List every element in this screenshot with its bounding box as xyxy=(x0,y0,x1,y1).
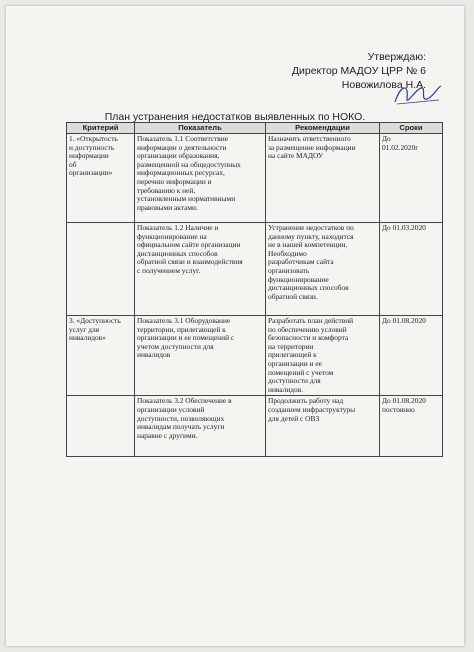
document-title: План устранения недостатков выявленных по НОКО. xyxy=(104,111,366,123)
cell-criterion: 1. «Открытость и доступность информации об организации» xyxy=(67,134,135,223)
cell-deadline: До 01.02.2020г xyxy=(380,134,443,223)
document-page xyxy=(6,6,464,646)
cell-indicator: Показатель 3.1 Оборудование территории, прилегающей к организации и ее помещений с учетом доступности для инвалидов xyxy=(135,316,266,396)
handwritten-signature xyxy=(391,80,443,110)
cell-deadline: До 01.03.2020 xyxy=(380,223,443,316)
cell-recommendation: Продолжить работу над созданием инфраструктуры для детей с ОВЗ xyxy=(266,396,380,457)
header-indicator: Показатель xyxy=(135,123,266,134)
cell-recommendation: Назначить ответственного за размещение информации на сайте МАДОУ xyxy=(266,134,380,223)
cell-recommendation: Устранение недостатков по данному пункту, находится не в нашей компетенции. Необходимо разработчикам сайта организовать функционирование дистанционных способов обратной связи. xyxy=(266,223,380,316)
cell-indicator: Показатель 1.1 Соответствие информации о деятельности организации образования, размещенной на общедоступных информационных ресурсах, перечню информации и требованию к ней, установленным нормативными правовыми актами. xyxy=(135,134,266,223)
cell-deadline: До 01.08.2020 постоянно xyxy=(380,396,443,457)
table-row xyxy=(67,316,443,396)
cell-indicator: Показатель 1.2 Наличие и функционирование на официальном сайте организации дистанционных способов обратной связи и взаимодействия с получением услуг. xyxy=(135,223,266,316)
table-header-row xyxy=(67,123,443,134)
header-deadline: Сроки xyxy=(380,123,443,134)
table-row xyxy=(67,223,443,316)
approval-position: Директор МАДОУ ЦРР № 6 xyxy=(291,65,426,77)
table-row xyxy=(67,134,443,223)
cell-criterion xyxy=(67,223,135,316)
plan-table xyxy=(66,122,443,457)
cell-indicator: Показатель 3.2 Обеспечение в организации условий доступности, позволяющих инвалидам получать услуги наравне с другими. xyxy=(135,396,266,457)
table-row xyxy=(67,396,443,457)
approval-heading: Утверждаю: xyxy=(367,51,426,63)
header-criterion: Критерий xyxy=(67,123,135,134)
cell-criterion xyxy=(67,396,135,457)
cell-deadline: До 01.08.2020 xyxy=(380,316,443,396)
cell-criterion: 3. «Доступность услуг для инвалидов» xyxy=(67,316,135,396)
header-recommendation: Рекомендации xyxy=(266,123,380,134)
approval-name: Новожилова Н.А. xyxy=(341,79,426,91)
cell-recommendation: Разработать план действий по обеспечению условий безопасности и комфорта на территории прилегающей к организации и ее помещений с учетом доступности для инвалидов. xyxy=(266,316,380,396)
